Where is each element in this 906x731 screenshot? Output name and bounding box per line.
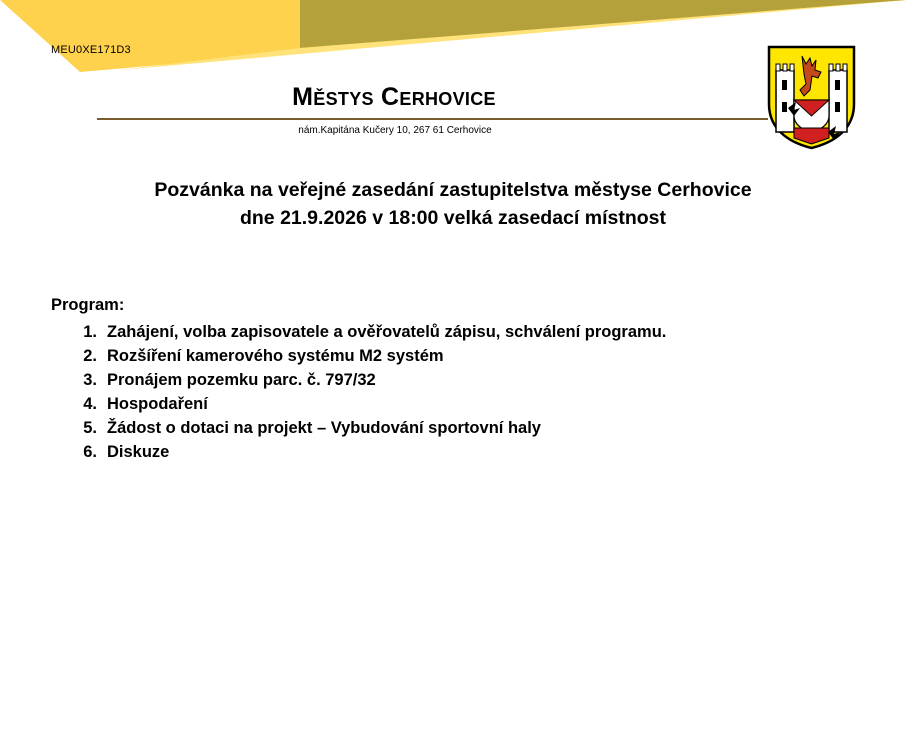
program-label: Program:: [51, 296, 125, 314]
agenda-item-text: Zahájení, volba zapisovatele a ověřovatelů zápisu, schválení programu.: [107, 323, 667, 341]
agenda-item-text: Hospodaření: [107, 395, 208, 413]
agenda-item-text: Žádost o dotaci na projekt – Vybudování sportovní haly: [107, 419, 541, 437]
agenda-item-number: 6.: [83, 443, 97, 461]
invitation-line-1: Pozvánka na veřejné zasedání zastupitelstva městyse Cerhovice: [154, 179, 752, 201]
agenda-item-text: Rozšíření kamerového systému M2 systém: [107, 347, 444, 365]
header-divider: [97, 118, 768, 120]
agenda-item-text: Pronájem pozemku parc. č. 797/32: [107, 371, 376, 389]
agenda-item-number: 3.: [83, 371, 97, 389]
invitation-line-2: dne 21.9.2026 v 18:00 velká zasedací místnost: [239, 207, 666, 229]
agenda-item: [51, 320, 666, 344]
address-line: nám.Kapitána Kučery 10, 267 61 Cerhovice: [298, 125, 492, 136]
agenda-item-text: Diskuze: [107, 443, 170, 461]
agenda-list: [51, 320, 666, 464]
agenda-item: [51, 392, 666, 416]
agenda-item-number: 4.: [83, 395, 97, 413]
agenda-item-number: 2.: [83, 347, 97, 365]
coat-of-arms-logo: [766, 44, 857, 151]
document-id: MEU0XE171D3: [51, 44, 131, 56]
agenda-item: [51, 368, 666, 392]
agenda-item: [51, 440, 666, 464]
agenda-item: [51, 344, 666, 368]
page-title: Městys Cerhovice: [292, 83, 496, 111]
agenda-item-number: 1.: [83, 323, 97, 341]
invitation-heading: [0, 176, 906, 232]
agenda-item-number: 5.: [83, 419, 97, 437]
agenda-item: [51, 416, 666, 440]
